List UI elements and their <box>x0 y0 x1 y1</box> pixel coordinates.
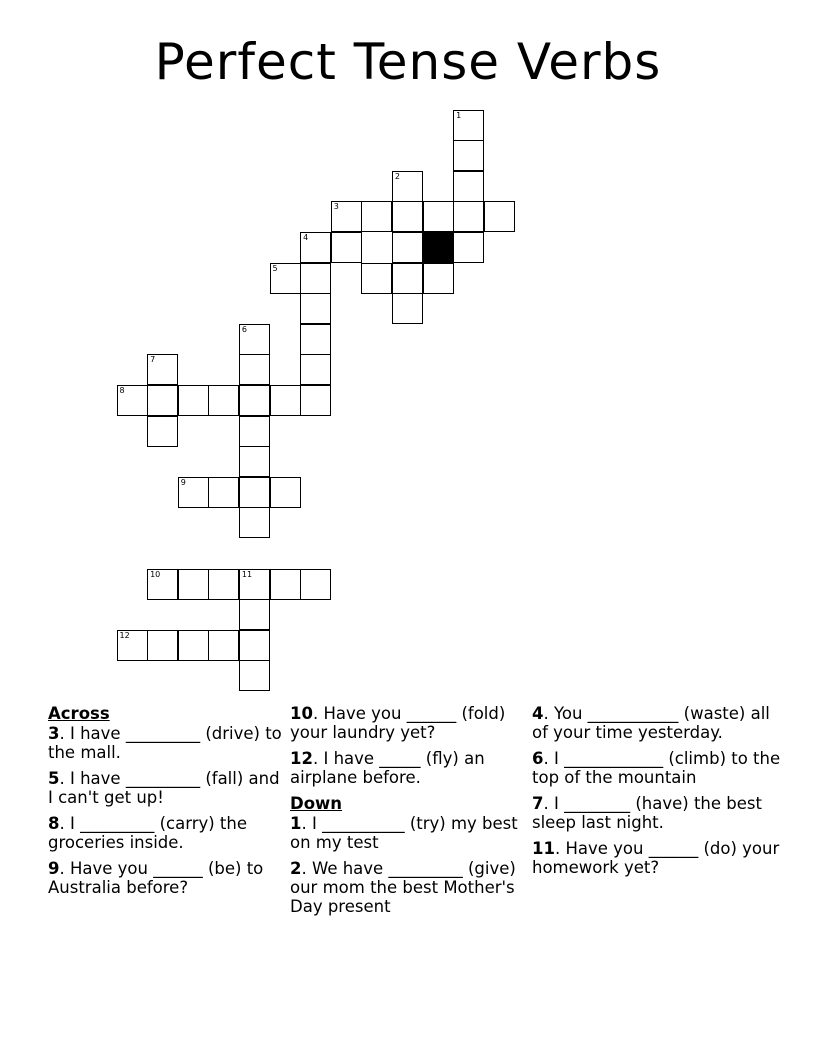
clue-across-12[interactable]: 12. I have _____ (fly) an airplane before. <box>290 749 485 787</box>
cell-number: 2 <box>394 171 400 181</box>
grid-cell[interactable] <box>423 201 454 232</box>
cell-number: 9 <box>180 477 186 487</box>
grid-cell[interactable] <box>117 385 148 416</box>
grid-cell[interactable] <box>423 263 454 294</box>
grid-cell[interactable] <box>484 201 515 232</box>
grid-cell[interactable] <box>147 385 178 416</box>
clue-number: 8 <box>48 814 60 833</box>
grid-cell[interactable] <box>453 110 484 141</box>
cell-number: 12 <box>119 630 130 640</box>
across-header: Across <box>48 704 110 723</box>
grid-cell[interactable] <box>239 324 270 355</box>
clue-text: Have you ______ (fold) your laundry yet? <box>290 704 506 742</box>
grid-cell[interactable] <box>147 569 178 600</box>
grid-cell[interactable] <box>453 140 484 171</box>
grid-block <box>423 232 454 263</box>
clues-column-3 <box>532 704 782 884</box>
clue-number: 6 <box>532 749 544 768</box>
clue-number: 11 <box>532 839 555 858</box>
grid-cell[interactable] <box>300 354 331 385</box>
grid-cell[interactable] <box>178 385 209 416</box>
cell-number: 5 <box>272 263 278 273</box>
grid-cell[interactable] <box>300 385 331 416</box>
clue-text: I have _________ (fall) and I can't get up! <box>48 769 280 807</box>
grid-cell[interactable] <box>300 232 331 263</box>
clue-number: 4 <box>532 704 544 723</box>
grid-cell[interactable] <box>392 171 423 202</box>
grid-cell[interactable] <box>453 201 484 232</box>
clue-text: I __________ (try) my best on my test <box>290 814 518 852</box>
clue-text: I have _________ (drive) to the mall. <box>48 724 282 762</box>
clue-down-4[interactable]: 4. You ___________ (waste) all of your time yesterday. <box>532 704 770 742</box>
clue-text: Have you ______ (be) to Australia before? <box>48 859 264 897</box>
clue-text: I _________ (carry) the groceries inside. <box>48 814 248 852</box>
grid-cell[interactable] <box>239 385 270 416</box>
grid-cell[interactable] <box>270 477 301 508</box>
clue-number: 1 <box>290 814 302 833</box>
clue-down-1[interactable]: 1. I __________ (try) my best on my test <box>290 814 518 852</box>
clue-number: 12 <box>290 749 313 768</box>
grid-cell[interactable] <box>331 201 362 232</box>
grid-cell[interactable] <box>208 477 239 508</box>
grid-cell[interactable] <box>300 293 331 324</box>
cell-number: 4 <box>303 232 309 242</box>
grid-cell[interactable] <box>178 477 209 508</box>
clue-down-6[interactable]: 6. I ____________ (climb) to the top of the mountain <box>532 749 781 787</box>
grid-cell[interactable] <box>117 630 148 661</box>
clue-number: 3 <box>48 724 60 743</box>
clue-text: I ____________ (climb) to the top of the mountain <box>532 749 781 787</box>
grid-cell[interactable] <box>239 630 270 661</box>
clue-text: We have _________ (give) our mom the best Mother's Day present <box>290 859 516 916</box>
clue-number: 5 <box>48 769 60 788</box>
clues-column-2 <box>290 704 530 923</box>
clue-across-5[interactable]: 5. I have _________ (fall) and I can't get up! <box>48 769 280 807</box>
clue-number: 7 <box>532 794 544 813</box>
grid-cell[interactable] <box>239 477 270 508</box>
grid-cell[interactable] <box>270 569 301 600</box>
grid-cell[interactable] <box>147 630 178 661</box>
clue-number: 2 <box>290 859 302 878</box>
clue-across-3[interactable]: 3. I have _________ (drive) to the mall. <box>48 724 282 762</box>
grid-cell[interactable] <box>208 385 239 416</box>
cell-number: 10 <box>150 569 161 579</box>
cell-number: 6 <box>241 324 247 334</box>
cell-number: 3 <box>333 202 339 212</box>
grid-cell[interactable] <box>208 569 239 600</box>
cell-number: 8 <box>119 385 125 395</box>
grid-cell[interactable] <box>300 263 331 294</box>
grid-cell[interactable] <box>178 630 209 661</box>
grid-cell[interactable] <box>392 293 423 324</box>
grid-cell[interactable] <box>361 263 392 294</box>
clue-down-2[interactable]: 2. We have _________ (give) our mom the best Mother's Day present <box>290 859 516 916</box>
grid-cell[interactable] <box>239 569 270 600</box>
grid-cell[interactable] <box>239 599 270 630</box>
grid-cell[interactable] <box>300 569 331 600</box>
grid-cell[interactable] <box>239 507 270 538</box>
clue-text: I have _____ (fly) an airplane before. <box>290 749 485 787</box>
clue-down-7[interactable]: 7. I ________ (have) the best sleep last night. <box>532 794 762 832</box>
grid-cell[interactable] <box>453 232 484 263</box>
grid-cell[interactable] <box>392 201 423 232</box>
grid-cell[interactable] <box>239 354 270 385</box>
clue-across-9[interactable]: 9. Have you ______ (be) to Australia before? <box>48 859 264 897</box>
grid-cell[interactable] <box>239 416 270 447</box>
clue-down-11[interactable]: 11. Have you ______ (do) your homework yet? <box>532 839 780 877</box>
clue-number: 10 <box>290 704 313 723</box>
grid-cell[interactable] <box>147 354 178 385</box>
grid-cell[interactable] <box>239 660 270 691</box>
clue-text: Have you ______ (do) your homework yet? <box>532 839 780 877</box>
cell-number: 11 <box>241 569 253 579</box>
grid-cell[interactable] <box>239 446 270 477</box>
grid-cell[interactable] <box>300 324 331 355</box>
cell-number: 7 <box>150 355 156 365</box>
cell-number: 1 <box>456 110 462 120</box>
grid-cell[interactable] <box>270 263 301 294</box>
clue-text: You ___________ (waste) all of your time yesterday. <box>532 704 770 742</box>
down-header: Down <box>290 794 343 813</box>
grid-cell[interactable] <box>453 171 484 202</box>
clues-column-1 <box>48 704 288 904</box>
grid-cell[interactable] <box>331 232 362 263</box>
clue-across-10[interactable]: 10. Have you ______ (fold) your laundry yet? <box>290 704 506 742</box>
grid-cell[interactable] <box>361 201 392 232</box>
grid-cell[interactable] <box>178 569 209 600</box>
clue-text: I ________ (have) the best sleep last night. <box>532 794 762 832</box>
puzzle-title: Perfect Tense Verbs <box>154 33 662 91</box>
clue-number: 9 <box>48 859 60 878</box>
grid-cell[interactable] <box>270 385 301 416</box>
clue-across-8[interactable]: 8. I _________ (carry) the groceries inside. <box>48 814 248 852</box>
grid-cell[interactable] <box>392 232 423 263</box>
grid-cell[interactable] <box>392 263 423 294</box>
grid-cell[interactable] <box>208 630 239 661</box>
grid-cell[interactable] <box>147 416 178 447</box>
